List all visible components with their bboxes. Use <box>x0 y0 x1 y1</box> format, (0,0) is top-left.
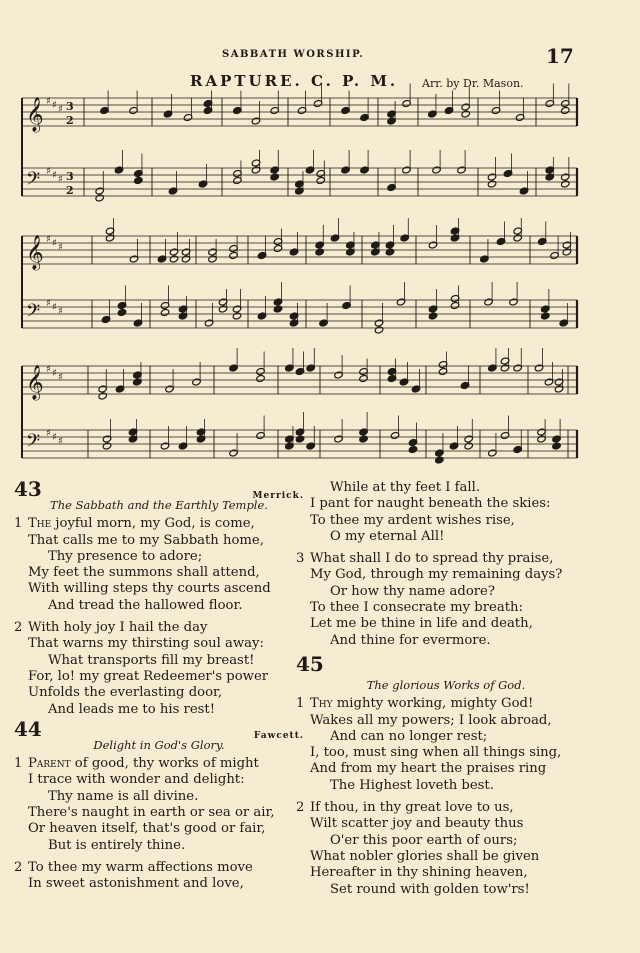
stanza-line: With willing steps thy courts ascend <box>28 581 271 597</box>
note-head <box>561 107 570 115</box>
stanza-line: And can no longer rest; <box>330 728 488 744</box>
treble-clef-icon: 𝄞 <box>26 235 44 270</box>
stanza-line: The Highest loveth best. <box>330 777 494 793</box>
time-signature: 2 <box>66 114 74 127</box>
hymn-author: Fawcett. <box>253 730 304 741</box>
hymn-45 <box>296 653 596 898</box>
sharp-icon: ♯ <box>58 242 63 253</box>
hymn-title: Delight in God's Glory. <box>93 737 225 752</box>
note-head <box>359 435 368 443</box>
sharp-icon: ♯ <box>46 364 51 375</box>
note-head <box>270 173 279 181</box>
hymn-author: Merrick. <box>252 491 304 501</box>
stanza-line: Thy presence to adore; <box>48 548 203 564</box>
stanza-line: 1 The joyful morn, my God, is come, <box>14 516 255 532</box>
stanza-line: I pant for naught beneath the skies: <box>310 496 551 512</box>
sharp-icon: ♯ <box>58 174 63 185</box>
stanza-line: While at thy feet I fall. <box>330 480 481 495</box>
stanza-line: What nobler glories shall be given <box>310 848 540 864</box>
note-head <box>134 177 143 185</box>
time-signature: 2 <box>66 184 74 197</box>
tune-name: RAPTURE. C. P. M. <box>190 72 399 90</box>
note-head <box>461 110 470 118</box>
note-head <box>232 312 241 320</box>
sharp-icon: ♯ <box>58 306 63 317</box>
hymn-number: 45 <box>296 651 324 676</box>
stanza-line: 2 If thou, in thy great love to us, <box>296 800 514 816</box>
note-head <box>295 435 304 443</box>
sharp-icon: ♯ <box>52 170 57 181</box>
sharp-icon: ♯ <box>52 368 57 379</box>
note-head <box>273 305 282 313</box>
sharp-icon: ♯ <box>58 104 63 115</box>
stanza-line: Let me be thine in life and death, <box>310 616 533 632</box>
note-head <box>169 255 178 263</box>
stanza-line: Set round with golden tow'rs! <box>330 881 530 897</box>
stanza-line: That warns my thirsting soul away: <box>28 636 264 652</box>
note-head <box>102 442 111 450</box>
stanza-line: There's naught in earth or sea or air, <box>28 805 275 821</box>
note-head <box>315 248 324 256</box>
sharp-icon: ♯ <box>52 302 57 313</box>
stanza-line: Hereafter in thy shining heaven, <box>310 865 528 881</box>
stanza-line: 1 Parent of good, thy works of might <box>14 756 259 772</box>
right-column <box>296 480 596 898</box>
note-head <box>428 312 437 320</box>
note-head <box>487 180 496 188</box>
hymn-title: The glorious Works of God. <box>366 677 526 692</box>
sharp-icon: ♯ <box>46 166 51 177</box>
stanza-line: Unfolds the everlasting door, <box>28 685 223 701</box>
treble-clef-icon: 𝄞 <box>26 97 44 132</box>
stanza-line: What transports fill my breast! <box>48 652 255 668</box>
treble-clef-icon: 𝄞 <box>26 365 44 400</box>
bass-clef-icon: 𝄢 <box>26 169 41 194</box>
stanza-line: For, lo! my great Redeemer's power <box>28 668 269 684</box>
stanza-line: But is entirely thine. <box>48 837 186 853</box>
stanza-line: 3 What shall I do to spread thy praise, <box>296 551 554 567</box>
stanza-line: 2 With holy joy I hail the day <box>14 620 208 636</box>
stanza-line: 2 To thee my warm affections move <box>14 859 253 875</box>
stanza-line: To thee my ardent wishes rise, <box>310 512 515 528</box>
sharp-icon: ♯ <box>58 436 63 447</box>
sharp-icon: ♯ <box>52 100 57 111</box>
stanza-line: 1 Thy mighty working, mighty God! <box>296 696 534 712</box>
hymn-43 <box>14 478 304 718</box>
sharp-icon: ♯ <box>46 234 51 245</box>
sharp-icon: ♯ <box>52 238 57 249</box>
hymn-title: The Sabbath and the Earthly Temple. <box>50 498 268 512</box>
stanza-line: Thy name is all divine. <box>48 788 199 804</box>
stanza-line: That calls me to my Sabbath home, <box>28 532 264 548</box>
hymn-number: 43 <box>14 477 42 501</box>
note-head <box>160 309 169 317</box>
music-score <box>0 0 640 470</box>
stanza-line: And from my heart the praises ring <box>310 761 547 777</box>
sharp-icon: ♯ <box>46 298 51 309</box>
tune-arranger: Arr. by Dr. Mason. <box>422 77 524 90</box>
stanza-line: I trace with wonder and delight: <box>28 772 245 788</box>
note-head <box>541 312 550 320</box>
note-head <box>385 248 394 256</box>
sharp-icon: ♯ <box>46 96 51 107</box>
stanza-line: And thine for evermore. <box>330 632 491 648</box>
hymn-44 <box>14 718 304 893</box>
note-head <box>464 442 473 450</box>
stanza-line: My feet the summons shall attend, <box>28 565 260 581</box>
stanza-line: And tread the hallowed floor. <box>48 597 243 613</box>
note-head <box>561 180 570 188</box>
note-head <box>552 442 561 450</box>
note-head <box>408 446 417 454</box>
sharp-icon: ♯ <box>58 372 63 383</box>
bass-clef-icon: 𝄢 <box>26 431 41 456</box>
note-head <box>117 309 126 317</box>
stanza-line: Wakes all my powers; I look abroad, <box>310 712 552 728</box>
stanza-line: Wilt scatter joy and beauty thus <box>310 816 524 832</box>
note-head <box>95 194 104 202</box>
left-column <box>14 478 304 893</box>
stanza-line: O'er this poor earth of ours; <box>330 832 518 848</box>
stanza-line: And leads me to his rest! <box>48 701 216 717</box>
stanza-line: I, too, must sing when all things sing, <box>310 745 562 761</box>
stanza-line: In sweet astonishment and love, <box>28 876 244 892</box>
note-head <box>98 392 107 400</box>
time-signature: 3 <box>66 170 74 183</box>
running-title: SABBATH WORSHIP. <box>222 49 365 60</box>
stanza-line: My God, through my remaining days? <box>310 567 563 583</box>
sharp-icon: ♯ <box>52 432 57 443</box>
bass-clef-icon: 𝄢 <box>26 301 41 326</box>
page-number: 17 <box>546 44 574 68</box>
stanza-line: Or heaven itself, that's good or fair, <box>28 821 266 837</box>
note-head <box>435 456 444 464</box>
time-signature: 3 <box>66 100 74 113</box>
note-head <box>374 326 383 334</box>
stanza-line: O my eternal All! <box>330 528 445 544</box>
stanza-line: To thee I consecrate my breath: <box>310 600 523 616</box>
note-head <box>256 375 265 383</box>
stanza-line: Or how thy name adore? <box>330 583 495 599</box>
hymn-number: 44 <box>14 716 42 741</box>
sharp-icon: ♯ <box>46 428 51 439</box>
